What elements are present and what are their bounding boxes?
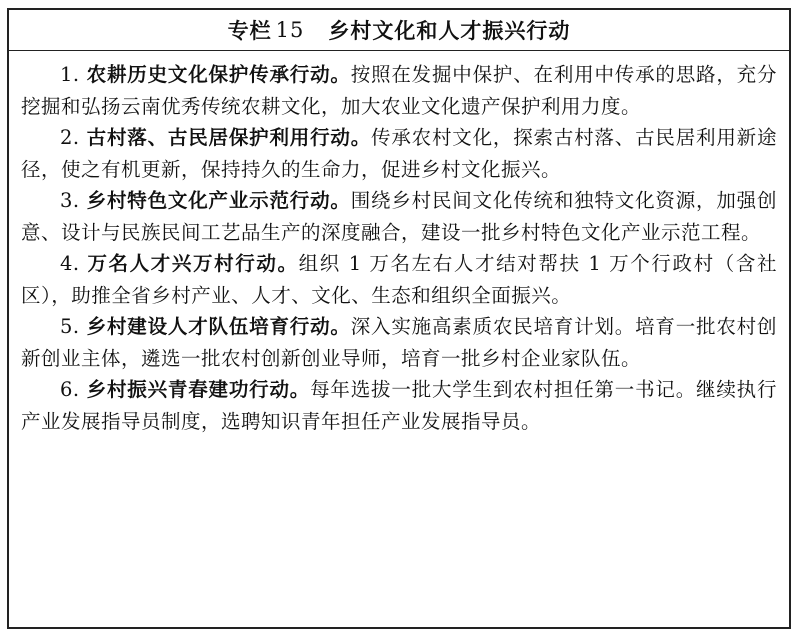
item-text: 按照在发掘中保护、在利用中传承的思路，充分挖掘和弘扬云南优秀传统农耕文化，加大农业文化遗产保护利用力度。 (21, 63, 777, 118)
item-index: 2. (60, 126, 80, 149)
list-item (21, 185, 777, 248)
item-index: 6. (60, 378, 80, 401)
list-item (21, 374, 777, 437)
item-text: 组织 1 万名左右人才结对帮扶 1 万个行政村（含社区），助推全省乡村产业、人才、文化、生态和组织全面振兴。 (21, 252, 777, 307)
item-title: 万名人才兴万村行动。 (87, 252, 299, 275)
column-body (9, 51, 789, 437)
column-label: 专栏 (227, 19, 272, 43)
item-index: 3. (60, 189, 80, 212)
item-title: 农耕历史文化保护传承行动。 (86, 63, 351, 86)
item-text: 深入实施高素质农民培育计划。培育一批农村创新创业主体，遴选一批农村创新创业导师，培育一批乡村企业家队伍。 (21, 315, 777, 370)
item-title: 乡村振兴青春建功行动。 (86, 378, 311, 401)
item-title: 乡村建设人才队伍培育行动。 (86, 315, 351, 338)
item-title: 古村落、古民居保护利用行动。 (86, 126, 372, 149)
item-index: 5. (60, 315, 80, 338)
item-text: 传承农村文化，探索古村落、古民居利用新途径，使之有机更新，保持持久的生命力，促进乡村文化振兴。 (21, 126, 777, 181)
column-header (9, 10, 789, 51)
item-title: 乡村特色文化产业示范行动。 (86, 189, 351, 212)
item-text: 围绕乡村民间文化传统和独特文化资源，加强创意、设计与民族民间工艺品生产的深度融合，建设一批乡村特色文化产业示范工程。 (21, 189, 777, 244)
item-index: 4. (60, 252, 80, 275)
column-number: 15 (275, 18, 305, 42)
list-item (21, 59, 777, 122)
item-text: 每年选拔一批大学生到农村担任第一书记。继续执行产业发展指导员制度，选聘知识青年担任产业发展指导员。 (21, 378, 777, 433)
column-box (7, 8, 791, 629)
column-title: 乡村文化和人才振兴行动 (328, 19, 571, 43)
list-item (21, 248, 777, 311)
item-index: 1. (60, 63, 80, 86)
list-item (21, 311, 777, 374)
list-item (21, 122, 777, 185)
